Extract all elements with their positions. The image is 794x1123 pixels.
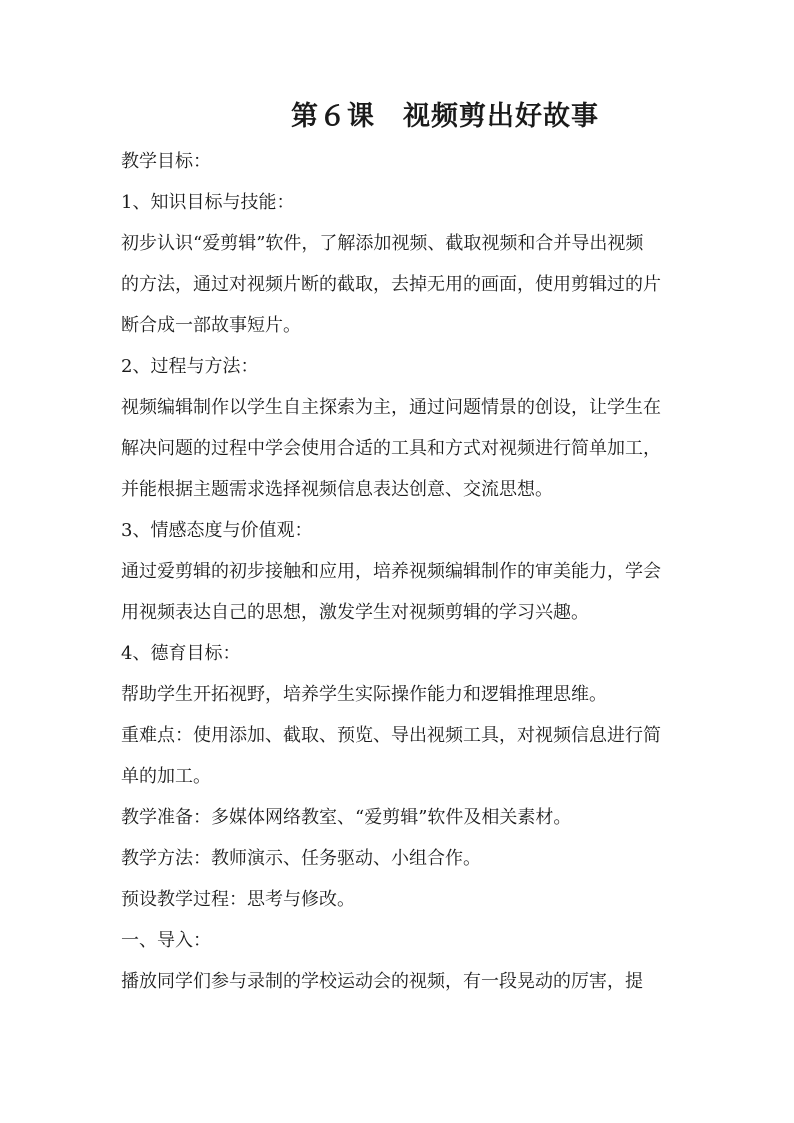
- paragraph-key-points: 重难点：使用添加、截取、预览、导出视频工具，对视频信息进行简: [121, 725, 661, 746]
- subheading-attitude-values: 3、情感态度与价值观：: [121, 520, 313, 541]
- paragraph-line: 播放同学们参与录制的学校运动会的视频，有一段晃动的厉害，提: [121, 971, 643, 992]
- section-heading-objectives: 教学目标：: [121, 151, 211, 172]
- paragraph-line: 视频编辑制作以学生自主探索为主，通过问题情景的创设，让学生在: [121, 397, 661, 418]
- paragraph-process: 预设教学过程：思考与修改。: [121, 889, 355, 910]
- paragraph-preparation: 教学准备：多媒体网络教室、“爱剪辑”软件及相关素材。: [121, 807, 572, 828]
- section-heading-introduction: 一、导入：: [121, 930, 211, 951]
- paragraph-methods: 教学方法：教师演示、任务驱动、小组合作。: [121, 848, 481, 869]
- subheading-knowledge-skills: 1、知识目标与技能：: [121, 192, 295, 213]
- paragraph-line: 断合成一部故事短片。: [121, 315, 301, 336]
- paragraph-line: 通过爱剪辑的初步接触和应用，培养视频编辑制作的审美能力，学会: [121, 561, 661, 582]
- paragraph-line: 单的加工。: [121, 766, 211, 787]
- subheading-moral-goals: 4、德育目标：: [121, 643, 241, 664]
- paragraph-line: 的方法，通过对视频片断的截取，去掉无用的画面，使用剪辑过的片: [121, 274, 661, 295]
- paragraph-line: 用视频表达自己的思想，激发学生对视频剪辑的学习兴趣。: [121, 602, 589, 623]
- document-title: 第６课 视频剪出好故事: [291, 101, 599, 132]
- paragraph-line: 初步认识“爱剪辑”软件，了解添加视频、截取视频和合并导出视频: [121, 233, 644, 254]
- paragraph-line: 并能根据主题需求选择视频信息表达创意、交流思想。: [121, 479, 553, 500]
- paragraph-line: 帮助学生开拓视野，培养学生实际操作能力和逻辑推理思维。: [121, 684, 607, 705]
- subheading-process-methods: 2、过程与方法：: [121, 356, 259, 377]
- document-body: [121, 141, 677, 1002]
- paragraph-line: 解决问题的过程中学会使用合适的工具和方式对视频进行简单加工，: [121, 438, 661, 459]
